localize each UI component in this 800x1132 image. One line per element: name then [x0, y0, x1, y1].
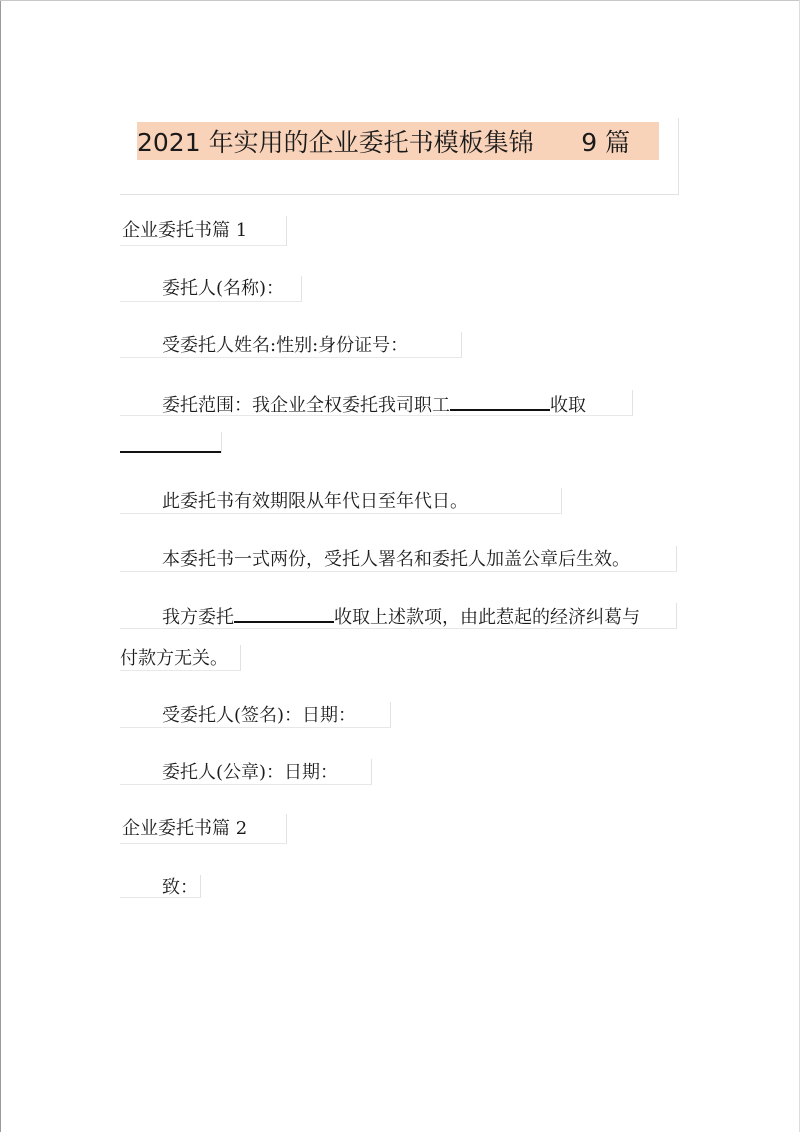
scope-collect-text: 收取	[550, 395, 586, 416]
page-border-left	[0, 0, 1, 1132]
delegate-line	[162, 605, 640, 629]
principal-seal-line: 委托人(公章)：日期：	[162, 762, 339, 783]
blank-underline	[234, 605, 334, 623]
blank-box	[120, 432, 222, 453]
section-heading-2: 企业委托书篇 2	[122, 818, 248, 839]
scope-text: 委托范围：我企业全权委托我司职工	[162, 395, 450, 416]
delegate-text: 我方委托	[162, 607, 234, 628]
agent-signature-line: 受委托人(签名)：日期：	[162, 705, 357, 726]
section-heading-1: 企业委托书篇 1	[122, 220, 248, 241]
payer-line: 付款方无关。	[120, 648, 228, 669]
blank-underline	[450, 393, 550, 411]
copies-line: 本委托书一式两份，受托人署名和委托人加盖公章后生效。	[162, 549, 630, 570]
principal-name-line: 委托人(名称)：	[162, 278, 285, 299]
blank-underline	[120, 451, 221, 453]
validity-line: 此委托书有效期限从年代日至年代日。	[162, 491, 468, 512]
delegate-rest-text: 收取上述款项，由此惹起的经济纠葛与	[334, 607, 640, 628]
document-title: 2021 年实用的企业委托书模板集锦 9 篇	[137, 122, 659, 160]
scope-line	[162, 393, 586, 417]
addressee-line: 致：	[162, 877, 198, 898]
agent-info-line: 受委托人姓名:性别:身份证号：	[162, 335, 409, 356]
page-border-top	[0, 0, 800, 1]
